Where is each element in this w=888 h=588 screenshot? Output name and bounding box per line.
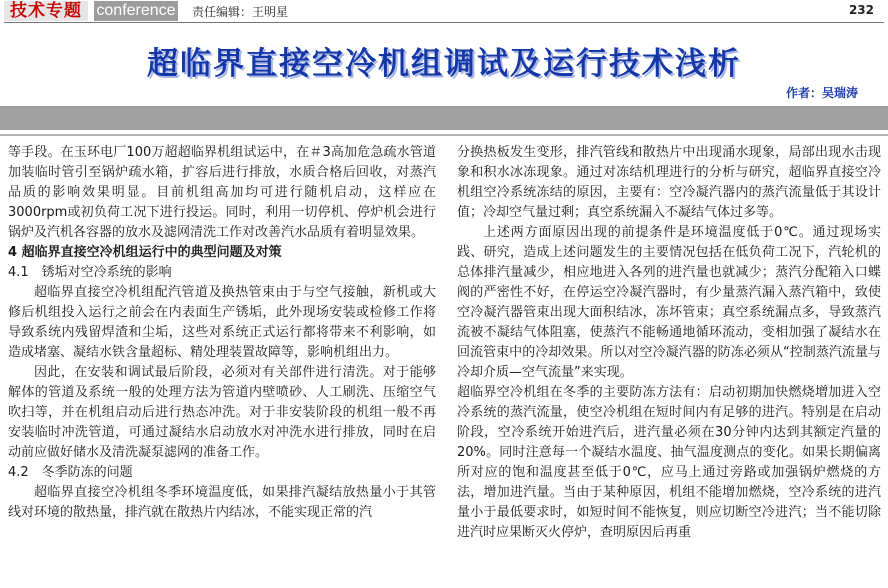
title-area bbox=[0, 24, 888, 106]
body-paragraph: 超临界直接空冷机组冬季环境温度低，如果排汽凝结放热量小于其管线对环境的散热量，排汽就在散热片内结冰，不能实现正常的汽 bbox=[8, 485, 436, 520]
page-header bbox=[0, 0, 888, 22]
header-rule bbox=[4, 22, 884, 23]
left-column bbox=[8, 143, 436, 523]
subsection-heading: 4.2 冬季防冻的问题 bbox=[8, 465, 133, 480]
section-heading: 4 超临界直接空冷机组运行中的典型问题及对策 bbox=[8, 245, 282, 260]
article-title: 超临界直接空冷机组调试及运行技术浅析 bbox=[147, 46, 741, 82]
title-divider-line bbox=[0, 134, 888, 136]
body-paragraph: 超临界直接空冷机组配汽管道及换热管束由于与空气接触，新机或大修后机组投入运行之前会在内表面生产锈垢，此外现场安装或检修工作将导致系统内残留焊渣和尘垢，这些对系统正式运行都将带来不利影响，如造成堵塞、凝结水铁含量超标、精处理装置故障等，影响机组出力。 bbox=[8, 285, 436, 360]
subsection-heading: 4.1 锈垢对空冷系统的影响 bbox=[8, 265, 172, 280]
body-paragraph: 因此，在安装和调试最后阶段，必须对有关部件进行清洗。对于能够解体的管道及系统一般的处理方法为管道内壁喷砂、人工刷洗、压缩空气吹扫等，并在机组启动后进行热态冲洗。对于非安装阶段的机组一般不再安装临时冲洗管道，可通过凝结水启动放水对冲洗水进行排放，同时在启动前应做好储水及清洗凝泵滤网的准备工作。 bbox=[8, 365, 436, 460]
title-divider-band bbox=[0, 106, 888, 130]
body-paragraph: 超临界空冷机组在冬季的主要防冻方法有：启动初期加快燃烧增加进入空冷系统的蒸汽流量，使空冷机组在短时间内有足够的进汽。特别是在启动阶段，空冷系统开始进汽后，进汽量必须在30分钟内达到其额定汽量的20%。同时注意每一个凝结水温度、抽气温度测点的变化。如果长期偏离所对应的饱和温度甚至低于0℃，应马上通过旁路或加强锅炉燃烧的方法，增加进汽量。当由于某种原因，机组不能增加燃烧，空冷系统的进汽量小于最低要求时，如短时间不能恢复，则应切断空冷进汽；当不能切除进汽时应果断灭火停炉，查明原因后再重 bbox=[457, 385, 881, 540]
body-paragraph: 等手段。在玉环电厂100万超超临界机组试运中，在＃3高加危急疏水管道加装临时管引至锅炉疏水箱，扩容后进行排放，水质合格后回收，对蒸汽品质的影响效果明显。目前机组高加均可进行随机启动，这样应在3000rpm或初负荷工况下进行投运。同时，利用一切停机、停炉机会进行锅炉及汽机各容器的放水及滤网清洗工作对改善汽水品质有着明显效果。 bbox=[8, 145, 436, 240]
right-column bbox=[457, 143, 881, 543]
body-paragraph: 上述两方面原因出现的前提条件是环境温度低于0℃。通过现场实践、研究，造成上述问题发生的主要情况包括在低负荷工况下，汽轮机的总体排汽量减少，相应地进入各列的进汽量也就减少；蒸汽分配箱入口蝶阀的严密性不好，在停运空冷凝汽器时，有少量蒸汽漏入蒸汽箱中，致使空冷凝汽器管束出现大面积结冰，冻坏管束；真空系统漏点多，导致蒸汽流被不凝结气体阻塞，使蒸汽不能畅通地循环流动，变相加强了凝结水在回流管束中的冷却效果。所以对空冷凝汽器的防冻必须从“控制蒸汽流量与冷却介质—空气流量”来实现。 bbox=[457, 225, 881, 380]
page-number: 232 bbox=[848, 3, 874, 17]
editor-credit: 责任编辑：王明星 bbox=[192, 5, 289, 19]
body-paragraph: 分换热板发生变形，排汽管线和散热片中出现涌水现象，局部出现水击现象和积水冰冻现象。通过对冻结机理进行的分析与研究，超临界直接空冷机组空冷系统冻结的原因，主要有：空冷凝汽器内的蒸汽流量低于其设计值；冷却空气量过剩；真空系统漏入不凝结气体过多等。 bbox=[457, 145, 881, 220]
article-author: 作者：吴瑞涛 bbox=[785, 86, 858, 100]
section-badge-en: conference bbox=[94, 1, 178, 21]
section-badge-cn: 技术专题 bbox=[4, 1, 88, 21]
